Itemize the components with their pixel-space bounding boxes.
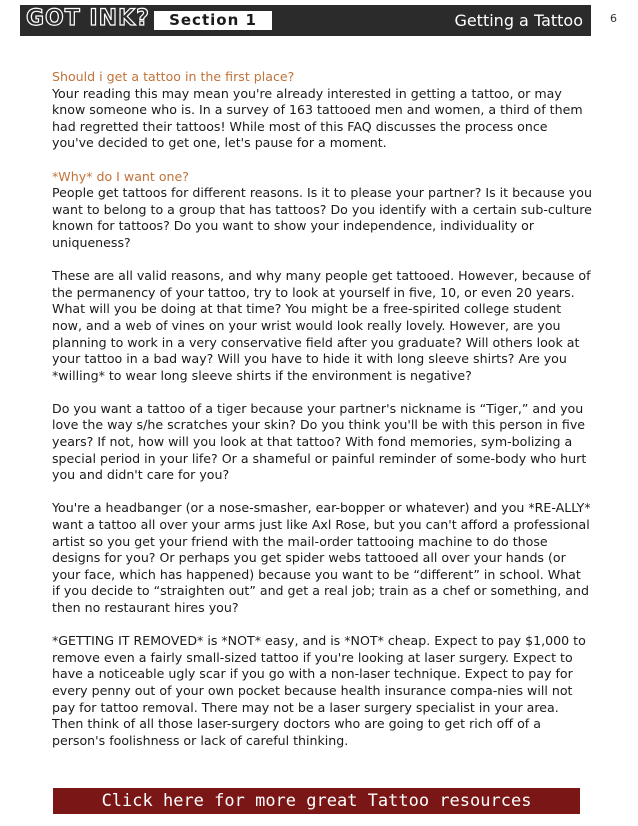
paragraph: These are all valid reasons, and why many people get tattooed. However, because of the permanency of your tattoo, try to look at yourself in five, 10, or even 20 years. What will you be doing at that time? You might be a free-spirited college student now, and a web of vines on your wrist would look really lovely. However, are you planning to work in a very conservative field after you graduate? Will others look at your tattoo in a bad way? Will you have to hide it with long sleeve shirts? Are you *willing* to wear long sleeve shirts if the environment is negative? xyxy=(52,268,591,383)
tattoo-resources-link[interactable]: Click here for more great Tattoo resources xyxy=(53,788,580,814)
paragraph: People get tattoos for different reasons. Is it to please your partner? Is it because you want to belong to a group that has tattoos? Do you identify with a certain sub-culture known for tattoos? Do you want to show your independence, individuality or uniqueness? xyxy=(52,185,592,250)
paragraph: Your reading this may mean you're already interested in getting a tattoo, or may know someone who is. In a survey of 163 tattooed men and women, a third of them had regretted their tattoos! While most of this FAQ discusses the process once you've decided to get one, let's pause for a moment. xyxy=(52,85,583,151)
question-block xyxy=(52,69,592,152)
question-heading: Should i get a tattoo in the first place? xyxy=(52,69,295,84)
paragraph: You're a headbanger (or a nose-smasher, ear-bopper or whatever) and you *RE-ALLY* want a tattoo all over your arms just like Axl Rose, but you can't afford a professional artist so you get your friend with the mail-order tattooing machine to do those designs for you? Or perhaps you get spider webs tattooed all over your hands (or your face, which has happened) because you want to be “different” in school. What if you decide to “straighten out” and get a real job; train as a chef or something, and then no restaurant hires you? xyxy=(52,500,591,615)
page-title: Getting a Tattoo xyxy=(454,11,583,30)
paragraph: Do you want a tattoo of a tiger because your partner's nickname is “Tiger,” and you love the way s/he scratches your skin? Do you think you'll be with this person in five years? If not, how will you look at that tattoo? With fond memories, sym-bolizing a special period in your life? Or a shameful or painful reminder of some-body who hurt you and didn't care for you? xyxy=(52,400,587,483)
question-heading: *Why* do I want one? xyxy=(52,168,189,184)
section-badge xyxy=(154,11,272,30)
logo: GOT INK? xyxy=(26,6,150,31)
section-label: Section 1 xyxy=(169,11,257,29)
page-number: 6 xyxy=(610,12,617,25)
article-body xyxy=(52,69,592,766)
paragraph: *GETTING IT REMOVED* is *NOT* easy, and is *NOT* cheap. Expect to pay $1,000 to remove even a fairly small-sized tattoo if you're looking at laser surgery. Expect to have a noticeable ugly scar if you go with a non-laser technique. Expect to pay for every penny out of your own pocket because health insurance compa-nies will not pay for tattoo removal. There may not be a laser surgery specialist in your area. Then think of all those laser-surgery doctors who are going to get rich off of a person's foolishness or lack of careful thinking. xyxy=(52,633,586,748)
header-bar xyxy=(20,5,591,36)
question-block xyxy=(52,169,592,252)
